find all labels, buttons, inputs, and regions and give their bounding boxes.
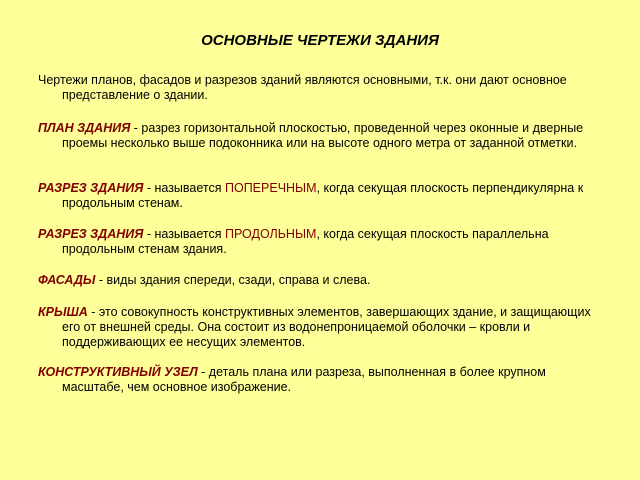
facades-text: - виды здания спереди, сзади, справа и слева. <box>95 273 371 287</box>
roof-term: КРЫША <box>38 305 88 319</box>
structural-node-paragraph <box>38 365 604 395</box>
long-section-text-after: , когда секущая плоскость параллельна продольным стенам здания. <box>62 227 549 256</box>
long-section-accent: ПРОДОЛЬНЫМ <box>224 227 317 241</box>
facades-term: ФАСАДЫ <box>38 273 96 287</box>
structural-node-text: - деталь плана или разреза, выполненная в более крупном масштабе, чем основное изображение. <box>62 365 546 394</box>
cross-section-term: РАЗРЕЗ ЗДАНИЯ <box>38 181 144 195</box>
plan-text: - разрез горизонтальной плоскостью, проведенной через оконные и дверные проемы несколько выше подоконника или на высоте одного метра от заданной отметки. <box>62 121 584 150</box>
structural-node-term: КОНСТРУКТИВНЫЙ УЗЕЛ <box>38 365 198 379</box>
cross-section-text-after: , когда секущая плоскость перпендикулярна к продольным стенам. <box>62 181 584 210</box>
roof-text: - это совокупность конструктивных элементов, завершающих здание, и защищающих его от внешней среды. Она состоит из водонепроницаемой оболочки – кровли и поддерживающих ее несущих элементов. <box>62 305 591 349</box>
cross-section-paragraph <box>38 181 604 227</box>
long-section-paragraph <box>38 227 604 273</box>
plan-term: ПЛАН ЗДАНИЯ <box>38 121 131 135</box>
page-title: ОСНОВНЫЕ ЧЕРТЕЖИ ЗДАНИЯ <box>201 32 439 49</box>
cross-section-accent: ПОПЕРЕЧНЫМ <box>224 181 317 195</box>
cross-section-text-before: - называется <box>143 181 225 195</box>
intro-paragraph <box>38 73 604 121</box>
content-block <box>38 73 604 395</box>
intro-text: Чертежи планов, фасадов и разрезов зданий являются основными, т.к. они дают основное представление о здании. <box>38 73 567 102</box>
facades-paragraph <box>38 273 604 305</box>
long-section-term: РАЗРЕЗ ЗДАНИЯ <box>38 227 144 241</box>
roof-paragraph <box>38 305 604 365</box>
long-section-text-before: - называется <box>143 227 225 241</box>
plan-paragraph <box>38 121 604 181</box>
